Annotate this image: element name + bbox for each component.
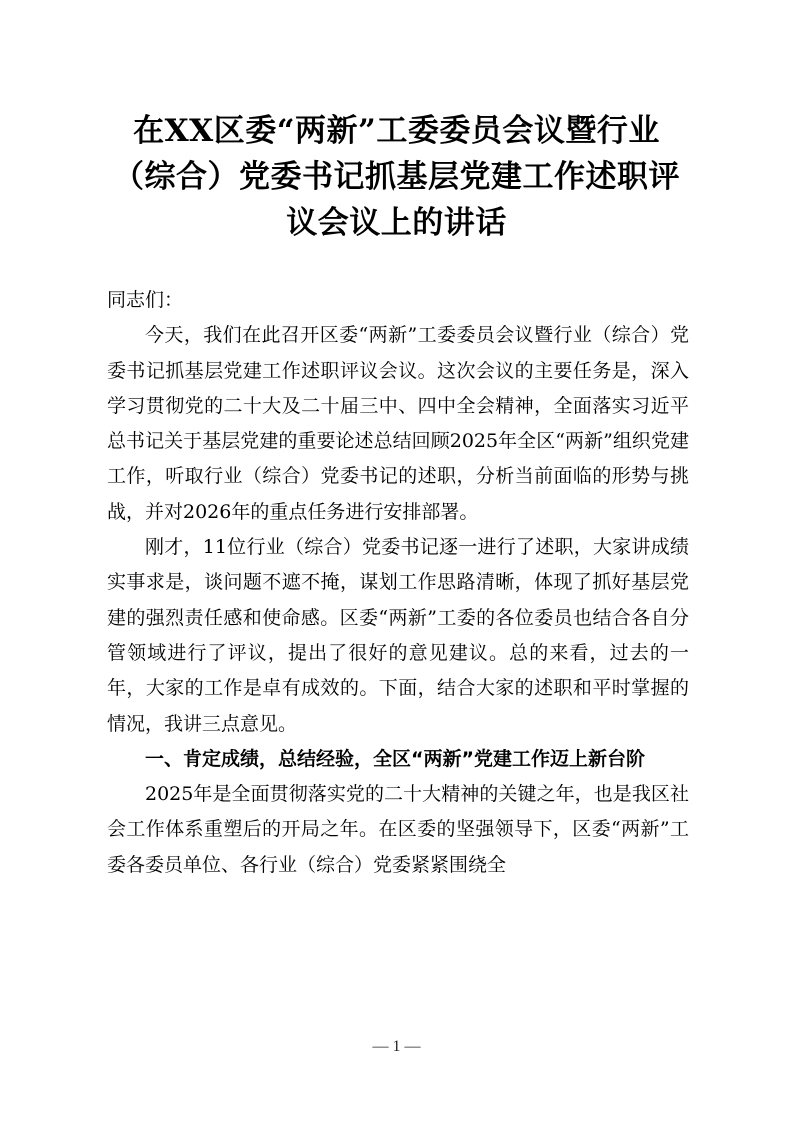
document-body	[107, 283, 689, 883]
title-line-1: 在XX区委“两新”工委委员会议暨行业	[133, 113, 660, 149]
document-title	[100, 108, 693, 246]
title-line-2: （综合）党委书记抓基层党建工作述职评	[113, 159, 680, 195]
title-line-3: 议会议上的讲话	[286, 205, 507, 241]
page-number: — 1 —	[372, 1038, 421, 1055]
paragraph-intro: 今天，我们在此召开区委“两新”工委委员会议暨行业（综合）党委书记抓基层党建工作述职评议会议。这次会议的主要任务是，深入学习贯彻党的二十大及二十届三中、四中全会精神，全面落实习近平总书记关于基层党建的重要论述总结回顾2025年全区“两新”组织党建工作，听取行业（综合）党委书记的述职，分析当前面临的形势与挑战，并对2026年的重点任务进行安排部署。	[107, 324, 689, 523]
salutation: 同志们：	[107, 289, 184, 311]
section-paragraph: 2025年是全面贯彻落实党的二十大精神的关键之年，也是我区社会工作体系重塑后的开局之年。在区委的坚强领导下，区委“两新”工委各委员单位、各行业（综合）党委紧紧围绕全	[107, 783, 689, 876]
paragraph-review: 刚才，11位行业（综合）党委书记逐一进行了述职，大家讲成绩实事求是，谈问题不遮不掩，谋划工作思路清晰，体现了抓好基层党建的强烈责任感和使命感。区委“两新”工委的各位委员也结合各自分管领域进行了评议，提出了很好的意见建议。总的来看，过去的一年，大家的工作是卓有成效的。下面，结合大家的述职和平时掌握的情况，我讲三点意见。	[107, 536, 689, 735]
section-heading: 一、肯定成绩，总结经验，全区“两新”党建工作迈上新台阶	[145, 747, 645, 770]
